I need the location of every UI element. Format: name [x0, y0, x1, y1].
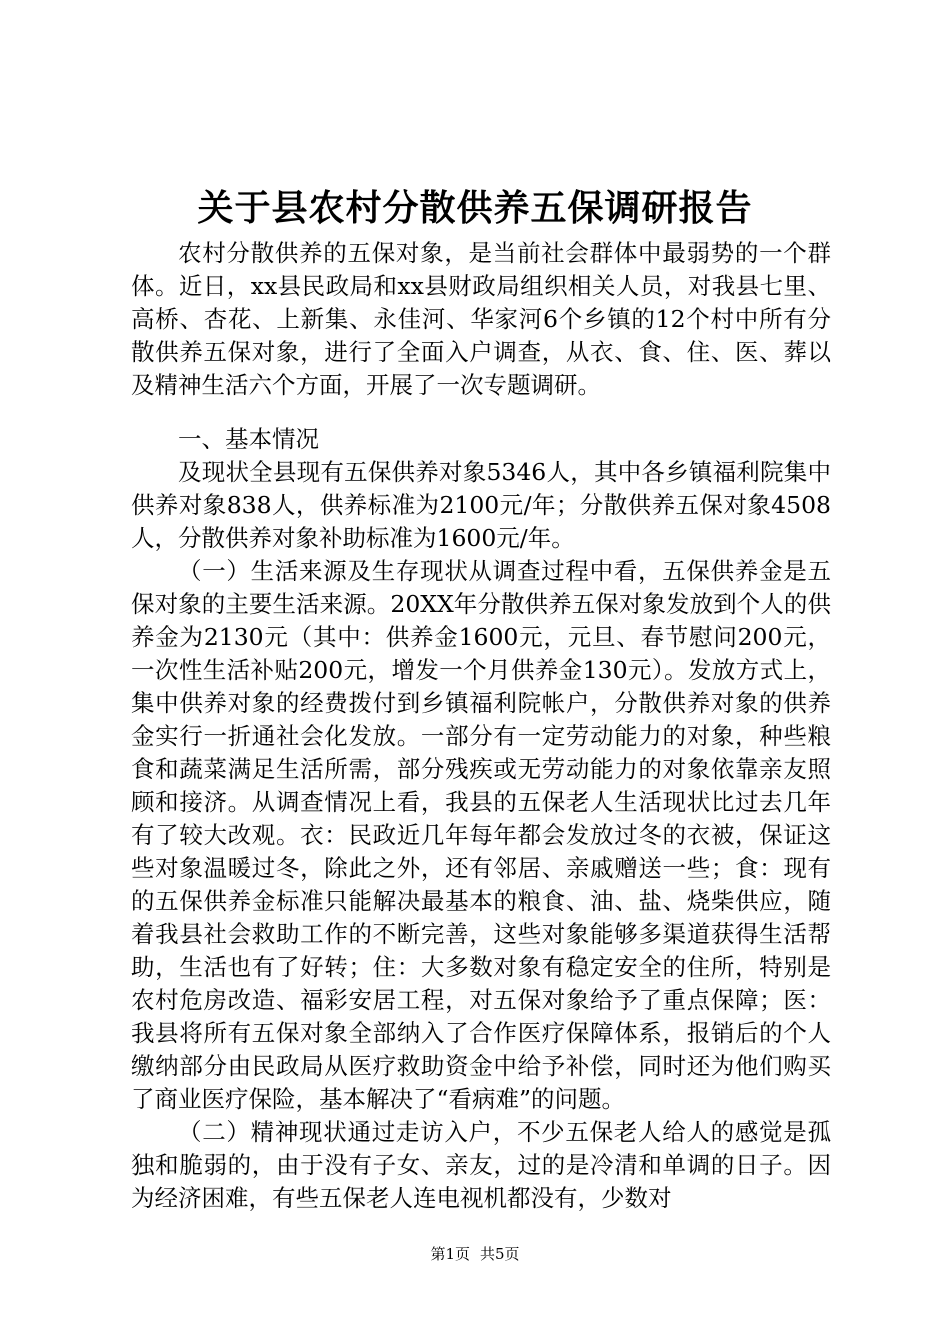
page-number: 第1页 — [430, 1245, 470, 1263]
intro-block — [131, 237, 831, 402]
paragraph-living-source: （一）生活来源及生存现状从调查过程中看，五保供养金是五保对象的主要生活来源。20XX年分散供养五保对象发放到个人的供养金为2130元（其中：供养金1600元，元旦、春节慰问200元，一次性生活补贴200元，增发一个月供养金130元）。发放方式上，集中供养对象的经费拨付到乡镇福利院帐户，分散供养对象的供养金实行一折通社会化发放。一部分有一定劳动能力的对象，种些粮食和蔬菜满足生活所需，部分残疾或无劳动能力的对象依靠亲友照顾和接济。从调查情况上看，我县的五保老人生活现状比过去几年有了较大改观。衣：民政近几年每年都会发放过冬的衣被，保证这些对象温暖过冬，除此之外，还有邻居、亲戚赠送一些；食：现有的五保供养金标准只能解决最基本的粮食、油、盐、烧柴供应，随着我县社会救助工作的不断完善，这些对象能够多渠道获得生活帮助，生活也有了好转；住：大多数对象有稳定安全的住所，特别是农村危房改造、福彩安居工程，对五保对象给予了重点保障；医：我县将所有五保对象全部纳入了合作医疗保障体系，报销后的个人缴纳部分由民政局从医疗救助资金中给予补偿，同时还为他们购买了商业医疗保险，基本解决了“看病难”的问题。 — [131, 557, 831, 1113]
page-total: 共5页 — [480, 1245, 520, 1263]
paragraph-spiritual-status: （二）精神现状通过走访入户，不少五保老人给人的感觉是孤独和脆弱的，由于没有子女、亲友，过的是冷清和单调的日子。因为经济困难，有些五保老人连电视机都没有，少数对 — [131, 1118, 831, 1212]
document-title: 关于县农村分散供养五保调研报告 — [197, 187, 753, 229]
section-heading-basic: 一、基本情况 — [178, 425, 319, 453]
body-block — [131, 423, 831, 1215]
page-footer — [0, 1244, 950, 1264]
intro-paragraph: 农村分散供养的五保对象，是当前社会群体中最弱势的一个群体。近日，xx县民政局和xx县财政局组织相关人员，对我县七里、高桥、杏花、上新集、永佳河、华家河6个乡镇的12个村中所有分散供养五保对象，进行了全面入户调查，从衣、食、住、医、葬以及精神生活六个方面，开展了一次专题调研。 — [131, 239, 831, 399]
paragraph-status: 及现状全县现有五保供养对象5346人，其中各乡镇福利院集中供养对象838人，供养标准为2100元/年；分散供养五保对象4508人，分散供养对象补助标准为1600元/年。 — [131, 458, 831, 552]
